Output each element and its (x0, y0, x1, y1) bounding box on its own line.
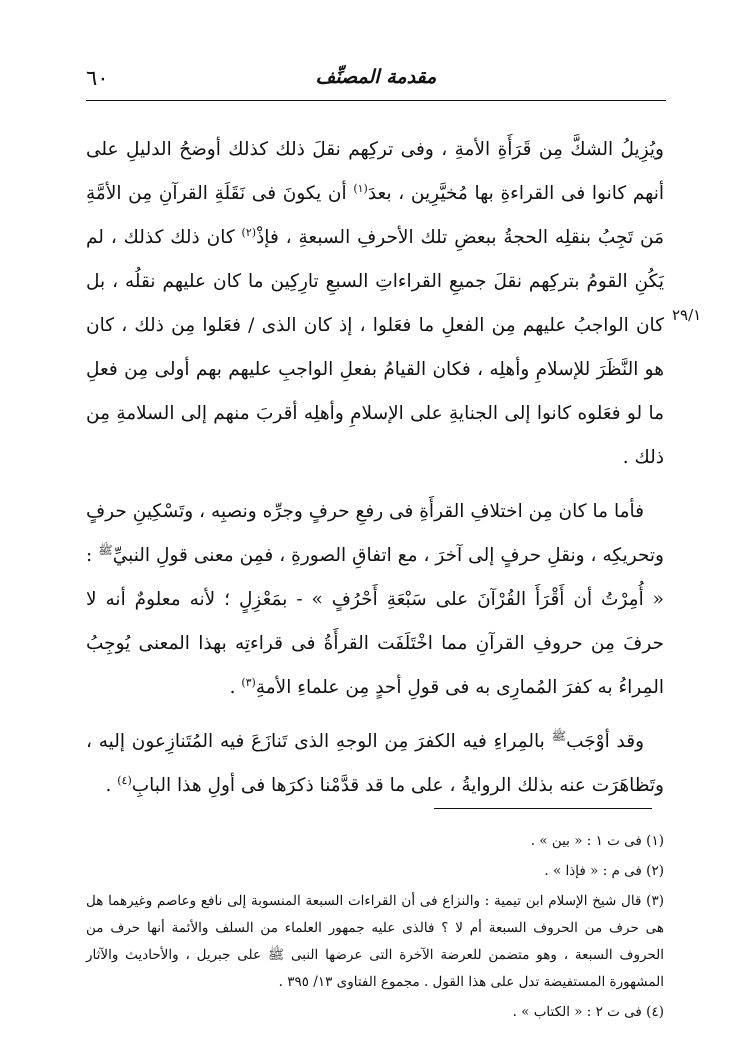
main-text (86, 128, 664, 818)
paragraph-3-text-c: . (105, 775, 118, 796)
footnote-4: (٤) فى ت ٢ : « الكتاب » . (512, 1004, 664, 1020)
footnote-ref-3: (٣) (241, 675, 256, 689)
running-title: مقدمة المصنِّف (315, 66, 437, 88)
paragraph-2-text-b: : « أُمِرْتُ أن أَقْرَأَ القُرْآنَ على سَبْعَةِ أَحْرُفٍ » - بمَعْزِلٍ ؛ لأنه معلومٌ أنه لا حرفَ مِن حروفِ القرآنِ مما اخْتَلَفَت القرأَةُ فى قراءتِه بهذا المعنى يُوجِبُ المِراءُ به كفرَ المُمارِى به فى قولِ أحدٍ مِن علماءِ الأمةِ (86, 545, 664, 698)
paragraph-2-text-c: . (229, 677, 242, 698)
margin-page-reference: ٢٩/١ (672, 306, 702, 324)
paragraph-3-text-b: بالمِراءِ فيه الكفرَ مِن الوجهِ الذى تَنازَعَ فيه المُتَنازِعون إليه ، وتَظاهَرَت عنه بذلك الروايةُ ، على ما قد قدَّمْنا ذكرَها فى أولِ هذا البابِ (86, 731, 664, 796)
footnote-2: (٢) فى م : « فإذا » . (544, 863, 664, 879)
page-header (86, 60, 666, 101)
page-number: ٦٠ (86, 66, 109, 90)
footnote-3: (٣) قال شيخ الإسلام ابن تيمية : والنزاع فى أن القراءات السبعة المنسوبة إلى نافع وعاصم وغيرهما هل هى حرف من الحروف السبعة أم لا ؟ فالذى عليه جمهور العلماء من السلف والأئمة أنها حرف من الحروف السبعة ، وهو متضمن للعرضة الآخرة التى عرضها النبى ﷺ على جبريل ، والأحاديث والآثار المشهورة المستفيضة تدل على هذا القول . مجموع الفتاوى ١٣/ ٣٩٥ . (86, 893, 664, 990)
paragraph-3-text-a: وقد أوْجَب (566, 731, 644, 752)
honorific-1: ﷺ (98, 542, 113, 557)
footnote-separator (434, 808, 652, 809)
footnote-ref-4: (٤) (117, 773, 132, 787)
paragraph-2 (86, 490, 664, 710)
honorific-2: ﷺ (551, 728, 567, 743)
paragraph-1-text-c: كان ذلك كذلك ، لم يَكُنِ القومُ بتركِهم نقلَ جميعِ القراءاتِ السبعِ تارِكِين ما كان عليهم نقلُه ، بل كان الواجبُ عليهم مِن الفعلِ ما فعَلوا ، إذ كان الذى / فعَلوا مِن ذلك ، كان هو النَّظَرَ للإسلامِ وأهلِه ، فكان القيامُ بفعلِ الواجبِ عليهم بهم أولى مِن فعلِ ما لو فعَلوه كانوا إلى الجنايةِ على الإسلامِ وأهلِه أقربَ منهم إلى السلامةِ مِن ذلك . (86, 227, 664, 468)
paragraph-1-text-a: ويُزِيلُ الشكَّ مِن قَرَأَةِ الأمةِ ، وفى تركِهم نقلَ ذلك كذلك أوضحُ الدليلِ على أنهم كانوا فى القراءةِ بها مُخيَّرِين ، بعدَ (86, 139, 664, 204)
paragraph-1 (86, 128, 664, 480)
paragraph-1-text-b: أن يكونَ فى نَقَلَةِ القرآنِ مِن الأمَّةِ مَن تَجِبُ بنقلِه الحجةُ ببعضِ تلك الأحرفِ السبعةِ ، فإذْ (86, 183, 664, 248)
footnote-ref-2: (٢) (241, 225, 257, 239)
footnote-ref-1: (١) (353, 181, 368, 195)
paragraph-3 (86, 720, 664, 808)
footnotes (86, 828, 664, 1029)
footnote-1: (١) فى ت ١ : « بين » . (530, 833, 664, 849)
paragraph-2-text-a: فأما ما كان مِن اختلافِ القرأَةِ فى رفعِ حرفٍ وجرِّه ونصبِه ، وتَسْكِينِ حرفٍ وتحريكِه ، ونقلِ حرفٍ إلى آخرَ ، مع اتفاقِ الصورةِ ، فمِن معنى قولِ النبيِّ (86, 501, 664, 566)
